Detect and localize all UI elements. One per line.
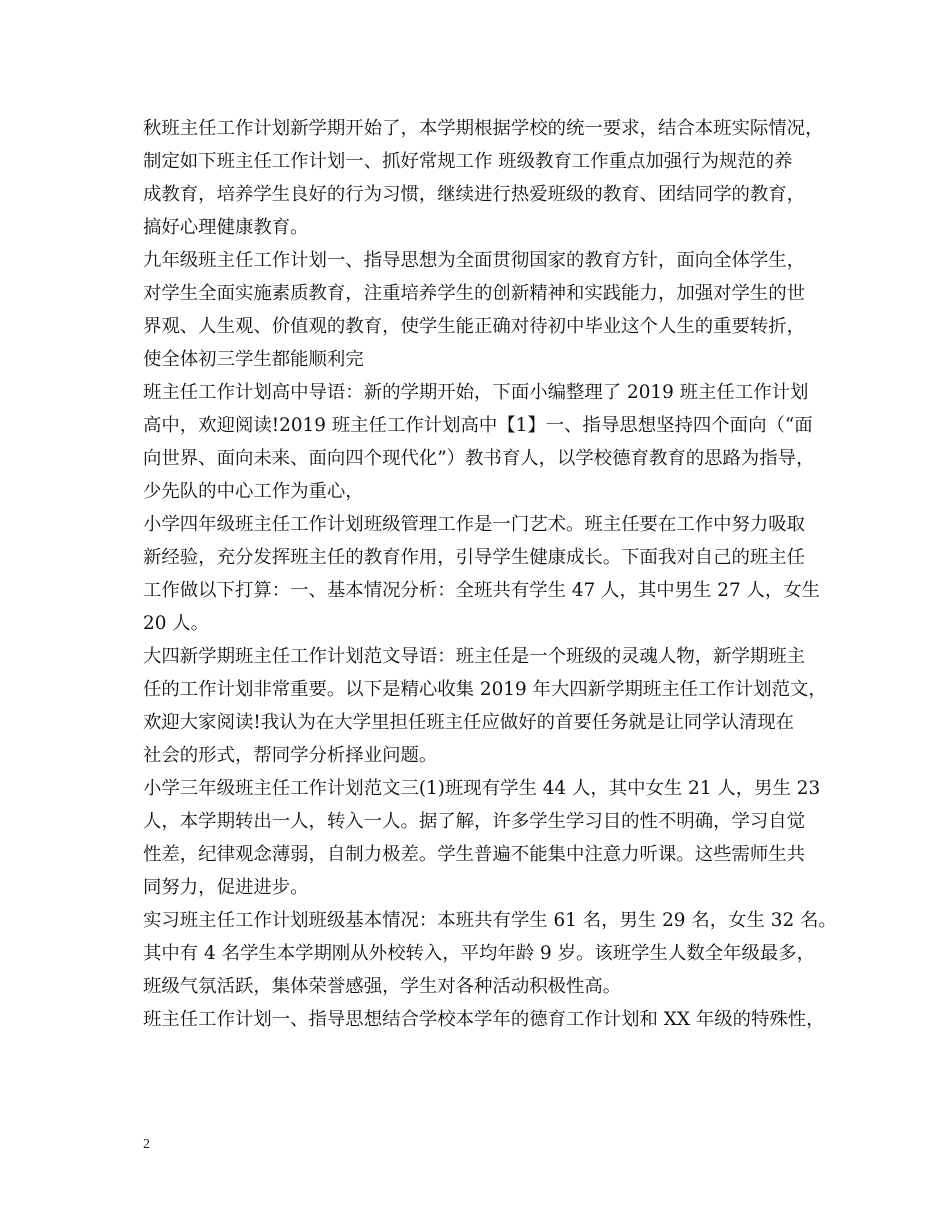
page-number: 2 bbox=[143, 1137, 150, 1152]
text-line: 班级气氛活跃，集体荣誉感强，学生对各种活动积极性高。 bbox=[143, 976, 622, 997]
text-line: 制定如下班主任工作计划一、抓好常规工作 班级教育工作重点加强行为规范的养 bbox=[143, 151, 793, 172]
text-line: 欢迎大家阅读!我认为在大学里担任班主任应做好的首要任务就是让同学认清现在 bbox=[143, 712, 795, 733]
text-line: 大四新学期班主任工作计划范文导语：班主任是一个班级的灵魂人物，新学期班主 bbox=[143, 646, 806, 667]
text-line: 工作做以下打算：一、基本情况分析：全班共有学生 47 人，其中男生 27 人，女生 bbox=[143, 580, 821, 601]
text-line: 向世界、面向未来、面向四个现代化”）教书育人，以学校德育教育的思路为指导， bbox=[143, 448, 815, 469]
text-line: 小学四年级班主任工作计划班级管理工作是一门艺术。班主任要在工作中努力吸取 bbox=[143, 514, 806, 535]
text-line: 对学生全面实施素质教育，注重培养学生的创新精神和实践能力，加强对学生的世 bbox=[143, 283, 806, 304]
document-body bbox=[143, 112, 837, 1036]
text-line: 任的工作计划非常重要。以下是精心收集 2019 年大四新学期班主任工作计划范文， bbox=[143, 679, 827, 700]
text-line: 班主任工作计划一、指导思想结合学校本学年的德育工作计划和 XX 年级的特殊性， bbox=[143, 1009, 825, 1030]
text-line: 同努力，促进进步。 bbox=[143, 877, 309, 898]
text-line: 高中，欢迎阅读!2019 班主任工作计划高中【1】一、指导思想坚持四个面向（“面 bbox=[143, 415, 813, 436]
text-line: 人，本学期转出一人，转入一人。据了解，许多学生学习目的性不明确，学习自觉 bbox=[143, 811, 806, 832]
text-line: 搞好心理健康教育。 bbox=[143, 217, 309, 238]
text-line: 实习班主任工作计划班级基本情况：本班共有学生 61 名，男生 29 名，女生 32 名。 bbox=[143, 910, 837, 931]
text-line: 班主任工作计划高中导语：新的学期开始，下面小编整理了 2019 班主任工作计划 bbox=[143, 382, 809, 403]
text-line: 社会的形式，帮同学分析择业问题。 bbox=[143, 745, 438, 766]
text-line: 其中有 4 名学生本学期刚从外校转入，平均年龄 9 岁。该班学生人数全年级最多， bbox=[143, 943, 816, 964]
text-line: 小学三年级班主任工作计划范文三(1)班现有学生 44 人，其中女生 21 人，男生 23 bbox=[143, 778, 821, 799]
text-line: 界观、人生观、价值观的教育，使学生能正确对待初中毕业这个人生的重要转折， bbox=[143, 316, 806, 337]
text-line: 使全体初三学生都能顺利完 bbox=[143, 349, 364, 370]
text-line: 九年级班主任工作计划一、指导思想为全面贯彻国家的教育方针，面向全体学生， bbox=[143, 250, 806, 271]
text-line: 秋班主任工作计划新学期开始了，本学期根据学校的统一要求，结合本班实际情况， bbox=[143, 118, 824, 139]
text-line: 成教育，培养学生良好的行为习惯，继续进行热爱班级的教育、团结同学的教育， bbox=[143, 184, 806, 205]
text-line: 少先队的中心工作为重心， bbox=[143, 481, 364, 502]
text-line: 20 人。 bbox=[143, 613, 210, 634]
text-line: 新经验，充分发挥班主任的教育作用，引导学生健康成长。下面我对自己的班主任 bbox=[143, 547, 806, 568]
text-line: 性差，纪律观念薄弱，自制力极差。学生普遍不能集中注意力听课。这些需师生共 bbox=[143, 844, 806, 865]
